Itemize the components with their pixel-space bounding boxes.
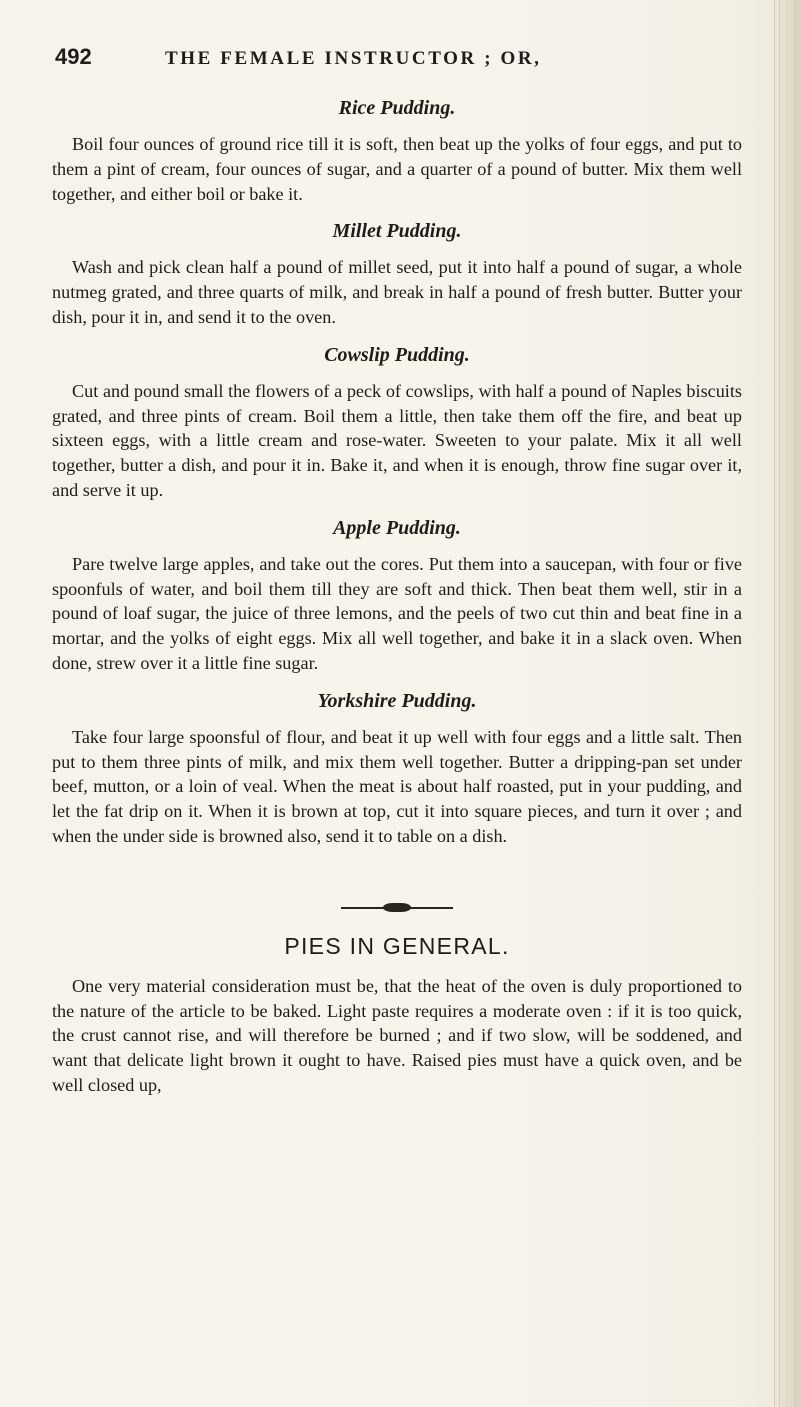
recipe-body: Wash and pick clean half a pound of millet seed, put it into half a pound of sugar, a whole nutmeg grated, and three quarts of milk, and break in half a pound of fresh butter. Butter your dish, pour it in, and send it to the oven. <box>52 257 742 327</box>
page-gutter <box>774 0 801 1407</box>
recipe-section <box>52 343 742 503</box>
page-number: 492 <box>55 44 92 69</box>
recipe-title: Cowslip Pudding. <box>324 343 470 366</box>
gutter-line <box>795 0 796 1407</box>
gutter-line <box>786 0 787 1407</box>
recipe-section <box>52 689 742 849</box>
chapter-body: One very material consideration must be, that the heat of the oven is duly proportioned to the nature of the article to be baked. Light paste requires a moderate oven : if it is too quick, the crust cannot rise, and will therefore be burned ; and if two slow, will be soddened, and want that delicate light brown it ought to have. Raised pies must have a quick oven, and be well closed up, <box>52 975 742 1095</box>
recipe-body: Boil four ounces of ground rice till it is soft, then beat up the yolks of four eggs, and put to them a pint of cream, four ounces of sugar, and a quarter of a pound of butter. Mix them well together, and either boil or bake it. <box>52 134 742 204</box>
chapter-heading: PIES IN GENERAL. <box>284 932 510 959</box>
recipe-body: Take four large spoonsful of flour, and beat it up well with four eggs and a little salt. Then put to them three pints of milk, and mix them well together. Butter a dripping-pan set under beef, mutton, or a loin of veal. When the meat is about half roasted, put in your pudding, and let the fat drip on it. When it is brown at top, cut it into square pieces, and turn it over ; and when the under side is browned also, send it to table on a dish. <box>52 726 742 846</box>
running-head <box>52 44 742 70</box>
recipe-section <box>52 516 742 676</box>
recipe-title: Yorkshire Pudding. <box>317 689 477 712</box>
recipe-title: Millet Pudding. <box>332 220 462 243</box>
recipe-title: Rice Pudding. <box>338 97 456 119</box>
ornament-flourish <box>383 903 411 912</box>
recipe-title: Apple Pudding. <box>333 516 461 539</box>
recipe-body: Pare twelve large apples, and take out the cores. Put them into a saucepan, with four or five spoonfuls of water, and boil them till they are soft and thick. Then beat them well, stir in a pound of loaf sugar, the juice of three lemons, and the peels of two cut thin and beat fine in a mortar, and the yolks of eight eggs. Mix all well together, and bake it in a slack oven. When done, strew over it a little fine sugar. <box>52 553 742 673</box>
recipe-section <box>52 219 742 329</box>
section-divider-ornament <box>341 901 453 915</box>
recipe-body: Cut and pound small the flowers of a peck of cowslips, with half a pound of Naples biscuits grated, and three pints of cream. Boil them a little, then take them off the fire, and beat up sixteen eggs, with a little cream and rose-water. Sweeten to your palate. Mix it all well together, butter a dish, and pour it in. Bake it, and when it is enough, throw fine sugar over it, and serve it up. <box>52 380 742 500</box>
page-content <box>52 44 742 1111</box>
gutter-line <box>779 0 780 1407</box>
recipe-section <box>52 96 742 206</box>
running-title: THE FEMALE INSTRUCTOR ; OR, <box>165 48 542 69</box>
